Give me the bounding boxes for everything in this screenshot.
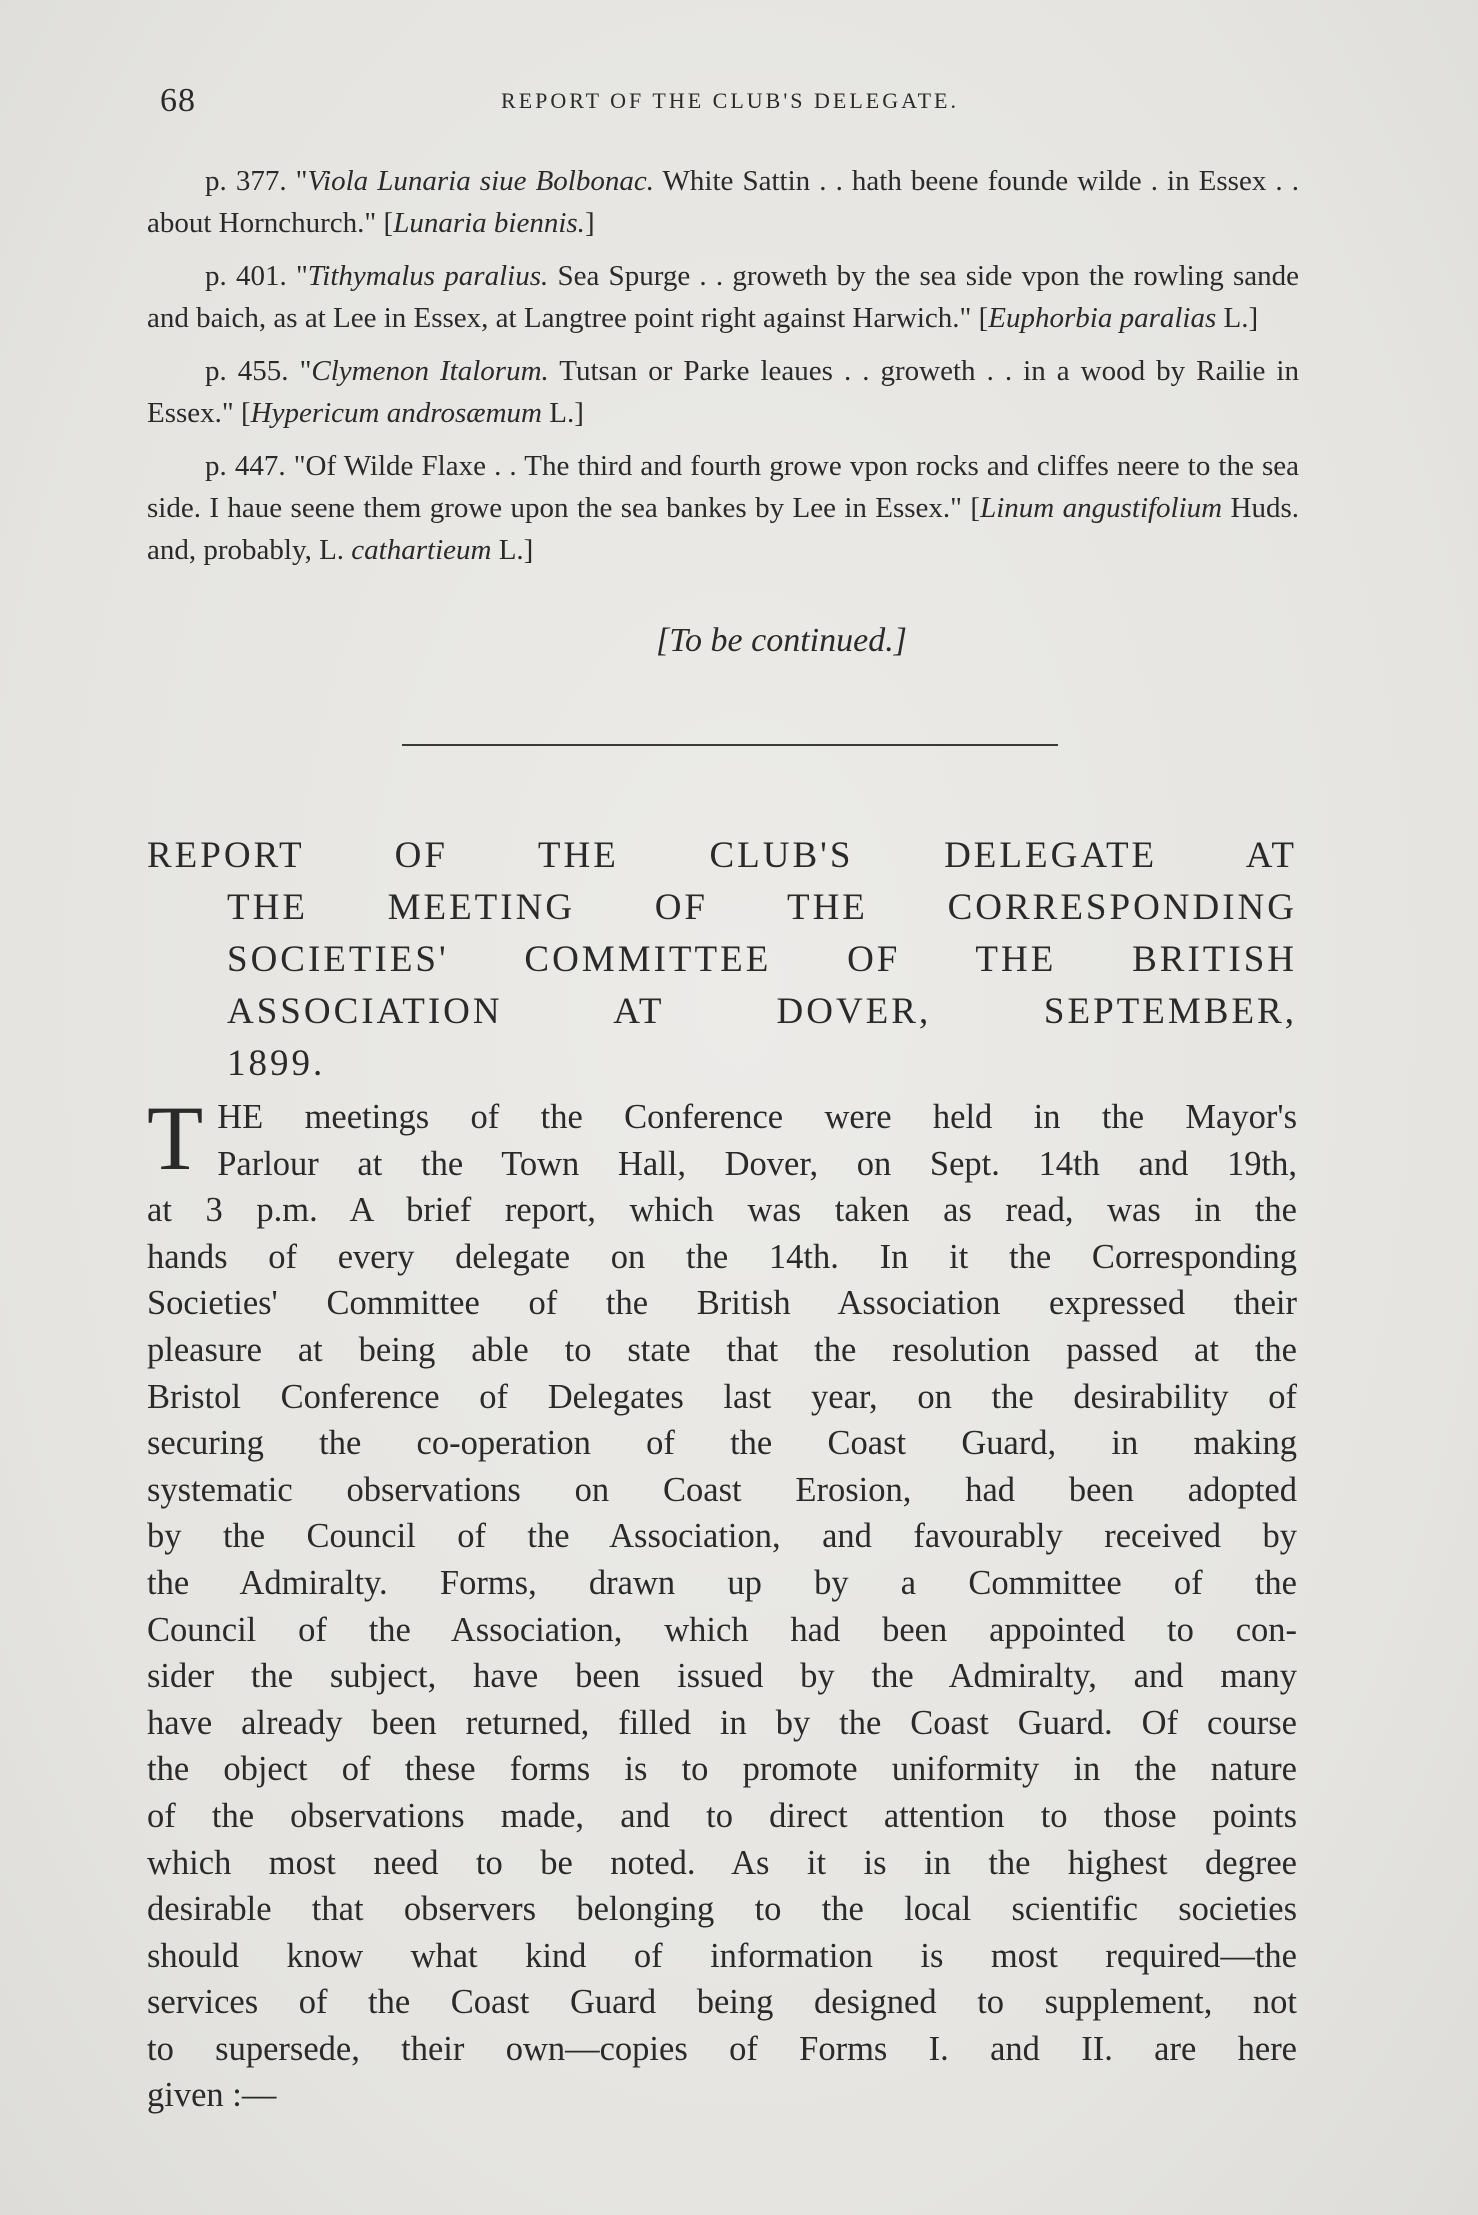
reference-latin-name: Tithymalus paralius. bbox=[307, 260, 549, 292]
body-line: by the Council of the Association, and favourably received by bbox=[147, 1517, 1297, 1556]
reference-modern-name: Lunaria biennis. bbox=[393, 207, 585, 239]
reference-text: ] bbox=[584, 207, 595, 239]
reference-text: White Sattin . . hath beene founde wilde . in Essex . . about Hornchurch." [ bbox=[147, 165, 1299, 239]
reference-modern-name: Hypericum androsæmum bbox=[250, 397, 542, 429]
reference-text: L.] bbox=[1216, 302, 1259, 334]
body-line: services of the Coast Guard being designed to supplement, not bbox=[147, 1983, 1297, 2022]
title-line: 1899. bbox=[227, 1043, 326, 1084]
reference-text: p. 447. "Of Wilde Flaxe . . The third and fourth growe vpon rocks and cliffes neere to the sea side. I haue seene them growe upon the sea bankes by Lee in Essex." [ bbox=[147, 450, 1299, 524]
reference-latin-name: Viola Lunaria siue Bolbonac. bbox=[307, 165, 654, 197]
drop-cap: T bbox=[147, 1087, 204, 1189]
reference-block bbox=[147, 160, 1299, 571]
reference-text: p. 401. " bbox=[205, 260, 308, 292]
title-line: REPORT OF THE CLUB'S DELEGATE AT bbox=[147, 835, 1297, 876]
reference-text: p. 455. " bbox=[205, 355, 312, 387]
reference-modern-name: Euphorbia paralias bbox=[988, 302, 1217, 334]
title-line: SOCIETIES' COMMITTEE OF THE BRITISH bbox=[227, 939, 1297, 980]
section-divider bbox=[402, 744, 1058, 746]
body-line: Parlour at the Town Hall, Dover, on Sept. 14th and 19th, bbox=[217, 1144, 1297, 1183]
article-title bbox=[147, 830, 1297, 1090]
body-line: HE meetings of the Conference were held in the Mayor's bbox=[217, 1098, 1297, 1136]
body-line: the object of these forms is to promote uniformity in the nature bbox=[147, 1750, 1297, 1789]
title-line: THE MEETING OF THE CORRESPONDING bbox=[227, 887, 1297, 928]
page-number: 68 bbox=[160, 82, 196, 119]
reference-entry-455 bbox=[147, 350, 1299, 434]
reference-entry-377 bbox=[147, 160, 1299, 244]
article-body bbox=[147, 1087, 1297, 2119]
body-line: sider the subject, have been issued by the Admiralty, and many bbox=[147, 1657, 1297, 1696]
body-line: given :— bbox=[147, 2076, 277, 2115]
reference-entry-447 bbox=[147, 445, 1299, 571]
reference-latin-name: Clymenon Italorum. bbox=[311, 355, 549, 387]
body-line: to supersede, their own—copies of Forms I. and II. are here bbox=[147, 2029, 1297, 2068]
body-line: pleasure at being able to state that the resolution passed at the bbox=[147, 1330, 1297, 1369]
body-line: hands of every delegate on the 14th. In it the Corresponding bbox=[147, 1237, 1297, 1276]
body-line: the Admiralty. Forms, drawn up by a Committee of the bbox=[147, 1563, 1297, 1602]
running-title: REPORT OF THE CLUB'S DELEGATE. bbox=[501, 88, 959, 113]
reference-text: L.] bbox=[491, 534, 534, 566]
body-line: Societies' Committee of the British Association expressed their bbox=[147, 1284, 1297, 1323]
body-line: Bristol Conference of Delegates last year, on the desirability of bbox=[147, 1377, 1297, 1416]
reference-text: Sea Spurge . . groweth by the sea side vpon the rowling sande and baich, as at Lee in Essex, at Langtree point right against Harwich." [ bbox=[147, 260, 1299, 334]
body-line: desirable that observers belonging to the local scientific societies bbox=[147, 1890, 1297, 1929]
body-line: have already been returned, filled in by the Coast Guard. Of course bbox=[147, 1703, 1297, 1742]
title-line: ASSOCIATION AT DOVER, SEPTEMBER, bbox=[227, 991, 1297, 1032]
reference-entry-401 bbox=[147, 255, 1299, 339]
reference-text: Huds. and, probably, L. bbox=[147, 492, 1299, 566]
reference-modern-name: cathartieum bbox=[351, 534, 492, 566]
body-line: securing the co-operation of the Coast Guard, in making bbox=[147, 1424, 1297, 1463]
body-line: which most need to be noted. As it is in the highest degree bbox=[147, 1843, 1297, 1882]
body-line: should know what kind of information is most required—the bbox=[147, 1936, 1297, 1975]
page-header bbox=[140, 82, 1300, 132]
reference-modern-name: Linum angustifolium bbox=[980, 492, 1223, 524]
to-be-continued-note: [To be continued.] bbox=[656, 622, 907, 659]
body-line: of the observations made, and to direct attention to those points bbox=[147, 1796, 1297, 1835]
title-continuation bbox=[147, 882, 1297, 1090]
body-line: at 3 p.m. A brief report, which was taken as read, was in the bbox=[147, 1191, 1297, 1230]
body-line: Council of the Association, which had been appointed to con- bbox=[147, 1610, 1297, 1649]
reference-text: p. 377. " bbox=[205, 165, 308, 197]
reference-text: Tutsan or Parke leaues . . groweth . . in a wood by Railie in Essex." [ bbox=[147, 355, 1299, 429]
body-line: systematic observations on Coast Erosion, had been adopted bbox=[147, 1470, 1297, 1509]
reference-text: L.] bbox=[541, 397, 584, 429]
